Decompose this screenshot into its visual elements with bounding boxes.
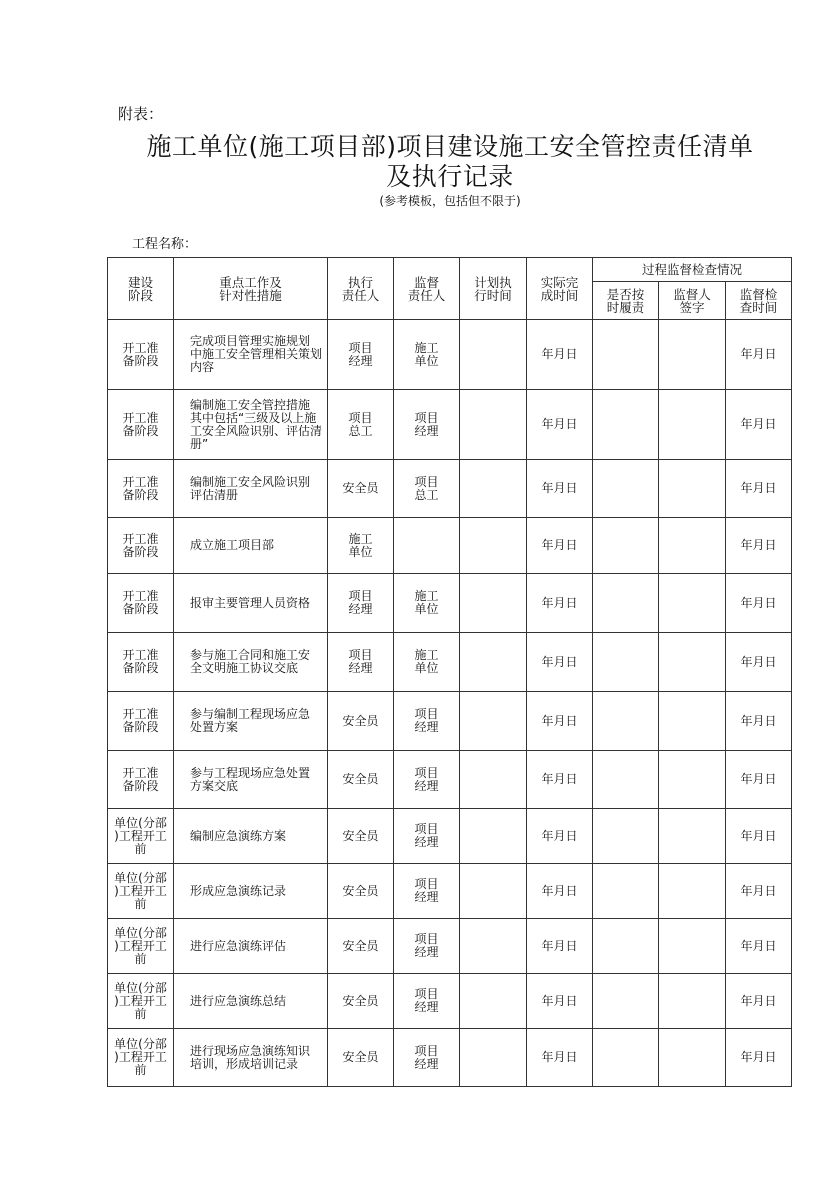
table-row	[108, 692, 792, 751]
signature-cell	[659, 974, 726, 1029]
header-signature: 监督人 签字	[659, 282, 726, 320]
table-row	[108, 574, 792, 633]
actual-time-cell: 年月日	[527, 1029, 593, 1087]
signature-cell	[659, 1029, 726, 1087]
signature-cell	[659, 751, 726, 809]
task-cell	[174, 390, 328, 460]
signature-cell	[659, 460, 726, 518]
table-row	[108, 919, 792, 974]
fulfilled-cell	[593, 320, 659, 390]
task-text: 报审主要管理人员资格	[190, 595, 311, 610]
executor-cell: 项目 经理	[328, 320, 394, 390]
supervisor-cell: 项目 经理	[394, 692, 460, 751]
responsibility-table	[107, 257, 792, 1087]
fulfilled-cell	[593, 574, 659, 633]
fulfilled-cell	[593, 751, 659, 809]
supervisor-cell: 项目 总工	[394, 460, 460, 518]
task-cell	[174, 1029, 328, 1087]
stage-cell: 开工准 备阶段	[108, 390, 174, 460]
header-planned-time: 计划执 行时间	[460, 258, 527, 320]
header-actual-time: 实际完 成时间	[527, 258, 593, 320]
check-time-cell: 年月日	[726, 692, 792, 751]
task-text: 编制施工安全管控措施 其中包括“三级及以上施 工安全风险识别、评估清 册”	[190, 397, 323, 451]
task-text: 形成应急演练记录	[190, 883, 287, 898]
table-row	[108, 460, 792, 518]
task-text: 进行应急演练评估	[190, 938, 287, 953]
stage-cell: 单位(分部 )工程开工 前	[108, 974, 174, 1029]
signature-cell	[659, 320, 726, 390]
supervisor-cell: 项目 经理	[394, 809, 460, 864]
executor-cell: 安全员	[328, 974, 394, 1029]
actual-time-cell: 年月日	[527, 974, 593, 1029]
header-task: 重点工作及 针对性措施	[174, 258, 328, 320]
executor-cell: 安全员	[328, 692, 394, 751]
actual-time-cell: 年月日	[527, 692, 593, 751]
planned-time-cell	[460, 320, 527, 390]
task-cell	[174, 809, 328, 864]
task-text: 进行现场应急演练知识 培训，形成培训记录	[190, 1043, 311, 1071]
planned-time-cell	[460, 692, 527, 751]
task-cell	[174, 751, 328, 809]
task-text: 编制应急演练方案	[190, 828, 287, 843]
table-row	[108, 1029, 792, 1087]
planned-time-cell	[460, 809, 527, 864]
executor-cell: 安全员	[328, 751, 394, 809]
stage-cell: 开工准 备阶段	[108, 518, 174, 574]
supervisor-cell: 项目 经理	[394, 919, 460, 974]
signature-cell	[659, 390, 726, 460]
stage-cell: 开工准 备阶段	[108, 460, 174, 518]
actual-time-cell: 年月日	[527, 390, 593, 460]
planned-time-cell	[460, 518, 527, 574]
supervisor-cell	[394, 518, 460, 574]
planned-time-cell	[460, 390, 527, 460]
task-cell	[174, 320, 328, 390]
actual-time-cell: 年月日	[527, 460, 593, 518]
project-name-label: 工程名称：	[132, 237, 198, 252]
fulfilled-cell	[593, 1029, 659, 1087]
executor-cell: 安全员	[328, 864, 394, 919]
table-row	[108, 864, 792, 919]
fulfilled-cell	[593, 974, 659, 1029]
executor-cell: 项目 经理	[328, 574, 394, 633]
fulfilled-cell	[593, 864, 659, 919]
fulfilled-cell	[593, 809, 659, 864]
supervisor-cell: 施工 单位	[394, 633, 460, 692]
task-text: 参与编制工程现场应急 处置方案	[190, 707, 311, 734]
fulfilled-cell	[593, 633, 659, 692]
check-time-cell: 年月日	[726, 751, 792, 809]
stage-cell: 开工准 备阶段	[108, 574, 174, 633]
check-time-cell: 年月日	[726, 809, 792, 864]
title-line-1: 施工单位(施工项目部)项目建设施工安全管控责任清单	[146, 132, 754, 161]
fulfilled-cell	[593, 692, 659, 751]
actual-time-cell: 年月日	[527, 518, 593, 574]
planned-time-cell	[460, 460, 527, 518]
executor-cell: 安全员	[328, 809, 394, 864]
stage-cell: 开工准 备阶段	[108, 633, 174, 692]
page-subtitle: (参考模板，包括但不限于)	[379, 194, 521, 208]
check-time-cell: 年月日	[726, 518, 792, 574]
supervisor-cell: 项目 经理	[394, 974, 460, 1029]
header-check-time: 监督检 查时间	[726, 282, 792, 320]
task-cell	[174, 864, 328, 919]
header-executor: 执行 责任人	[328, 258, 394, 320]
planned-time-cell	[460, 574, 527, 633]
task-text: 进行应急演练总结	[190, 993, 287, 1008]
attachment-label: 附表：	[118, 105, 164, 123]
task-cell	[174, 692, 328, 751]
header-supervisor: 监督 责任人	[394, 258, 460, 320]
actual-time-cell: 年月日	[527, 864, 593, 919]
header-fulfilled: 是否按 时履责	[593, 282, 659, 320]
supervisor-cell: 项目 经理	[394, 390, 460, 460]
executor-cell: 施工 单位	[328, 518, 394, 574]
supervisor-cell: 施工 单位	[394, 320, 460, 390]
check-time-cell: 年月日	[726, 574, 792, 633]
fulfilled-cell	[593, 518, 659, 574]
planned-time-cell	[460, 1029, 527, 1087]
table-row	[108, 809, 792, 864]
actual-time-cell: 年月日	[527, 320, 593, 390]
signature-cell	[659, 574, 726, 633]
check-time-cell: 年月日	[726, 974, 792, 1029]
check-time-cell: 年月日	[726, 864, 792, 919]
signature-cell	[659, 919, 726, 974]
signature-cell	[659, 864, 726, 919]
stage-cell: 单位(分部 )工程开工 前	[108, 1029, 174, 1087]
stage-cell: 单位(分部 )工程开工 前	[108, 919, 174, 974]
check-time-cell: 年月日	[726, 390, 792, 460]
stage-cell: 单位(分部 )工程开工 前	[108, 809, 174, 864]
supervisor-cell: 项目 经理	[394, 864, 460, 919]
table-row	[108, 974, 792, 1029]
signature-cell	[659, 692, 726, 751]
task-cell	[174, 633, 328, 692]
task-text: 参与施工合同和施工安 全文明施工协议交底	[190, 648, 311, 675]
fulfilled-cell	[593, 390, 659, 460]
task-cell	[174, 518, 328, 574]
task-cell	[174, 974, 328, 1029]
header-check-group: 过程监督检查情况	[593, 258, 792, 282]
task-text: 成立施工项目部	[190, 538, 275, 552]
planned-time-cell	[460, 864, 527, 919]
task-cell	[174, 574, 328, 633]
actual-time-cell: 年月日	[527, 919, 593, 974]
title-line-2: 及执行记录	[386, 162, 514, 191]
actual-time-cell: 年月日	[527, 633, 593, 692]
planned-time-cell	[460, 974, 527, 1029]
actual-time-cell: 年月日	[527, 751, 593, 809]
executor-cell: 项目 经理	[328, 633, 394, 692]
table-row	[108, 320, 792, 390]
check-time-cell: 年月日	[726, 633, 792, 692]
check-time-cell: 年月日	[726, 460, 792, 518]
stage-cell: 单位(分部 )工程开工 前	[108, 864, 174, 919]
header-stage: 建设 阶段	[108, 258, 174, 320]
stage-cell: 开工准 备阶段	[108, 751, 174, 809]
executor-cell: 安全员	[328, 460, 394, 518]
signature-cell	[659, 633, 726, 692]
executor-cell: 项目 总工	[328, 390, 394, 460]
table-row	[108, 751, 792, 809]
fulfilled-cell	[593, 919, 659, 974]
task-text: 参与工程现场应急处置 方案交底	[190, 765, 311, 793]
planned-time-cell	[460, 751, 527, 809]
signature-cell	[659, 518, 726, 574]
check-time-cell: 年月日	[726, 919, 792, 974]
planned-time-cell	[460, 919, 527, 974]
actual-time-cell: 年月日	[527, 574, 593, 633]
task-text: 完成项目管理实施规划 中施工安全管理相关策划 内容	[190, 334, 323, 374]
executor-cell: 安全员	[328, 919, 394, 974]
task-text: 编制施工安全风险识别 评估清册	[190, 474, 311, 502]
table-row	[108, 390, 792, 460]
stage-cell: 开工准 备阶段	[108, 320, 174, 390]
stage-cell: 开工准 备阶段	[108, 692, 174, 751]
executor-cell: 安全员	[328, 1029, 394, 1087]
table-row	[108, 633, 792, 692]
table-row	[108, 518, 792, 574]
planned-time-cell	[460, 633, 527, 692]
check-time-cell: 年月日	[726, 1029, 792, 1087]
actual-time-cell: 年月日	[527, 809, 593, 864]
task-cell	[174, 919, 328, 974]
signature-cell	[659, 809, 726, 864]
fulfilled-cell	[593, 460, 659, 518]
check-time-cell: 年月日	[726, 320, 792, 390]
task-cell	[174, 460, 328, 518]
page-title	[100, 132, 800, 192]
supervisor-cell: 施工 单位	[394, 574, 460, 633]
supervisor-cell: 项目 经理	[394, 751, 460, 809]
supervisor-cell: 项目 经理	[394, 1029, 460, 1087]
